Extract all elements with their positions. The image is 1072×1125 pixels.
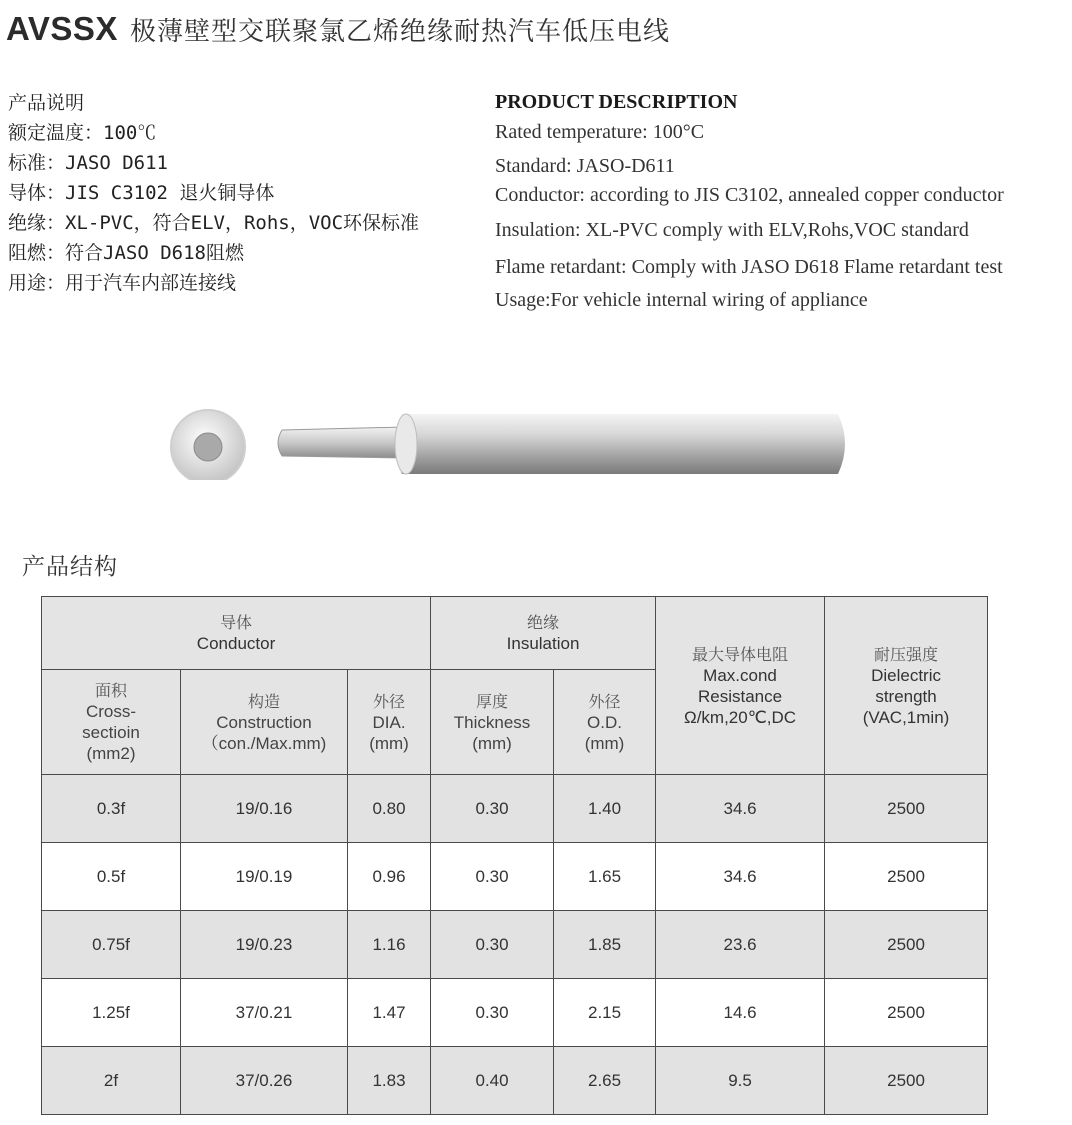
header-cross-section xyxy=(42,670,181,775)
cn-desc-line: 用途：用于汽车内部连接线 xyxy=(8,272,237,294)
cell-od: 2.65 xyxy=(554,1047,656,1115)
header-construction-en: Construction xyxy=(216,712,312,732)
en-desc-line: Flame retardant: Comply with JASO D618 Flame retardant test xyxy=(495,256,1003,278)
header-thickness-en: Thickness xyxy=(453,712,531,732)
en-desc-line: Rated temperature: 100°C xyxy=(495,121,705,143)
header-dielectric-unit: (VAC,1min) xyxy=(862,707,950,727)
cell-dia: 1.47 xyxy=(348,979,431,1047)
cell-construction: 19/0.19 xyxy=(181,843,348,911)
cell-resistance: 34.6 xyxy=(656,843,825,911)
cable-cross-section xyxy=(171,410,245,480)
header-dia xyxy=(348,670,431,775)
cn-desc-line: 额定温度：100℃ xyxy=(8,122,157,144)
header-cross-section-en: sectioin xyxy=(82,723,140,742)
cell-od: 2.15 xyxy=(554,979,656,1047)
cell-construction: 19/0.16 xyxy=(181,775,348,843)
cell-cross-section: 0.3f xyxy=(42,775,181,843)
table-row xyxy=(42,911,988,979)
cell-cross-section: 0.75f xyxy=(42,911,181,979)
cell-dielectric: 2500 xyxy=(825,843,988,911)
header-od-unit: (mm) xyxy=(584,733,625,753)
header-thickness xyxy=(431,670,554,775)
page-title xyxy=(6,10,670,54)
cell-construction: 19/0.23 xyxy=(181,911,348,979)
cable-image xyxy=(150,330,862,480)
en-desc-heading: PRODUCT DESCRIPTION xyxy=(495,91,738,113)
header-resistance-en: Max.cond xyxy=(703,665,777,685)
header-dia-unit: (mm) xyxy=(369,733,409,753)
chinese-description xyxy=(8,88,478,298)
cell-thickness: 0.30 xyxy=(431,775,554,843)
cell-dia: 0.80 xyxy=(348,775,431,843)
cell-dielectric: 2500 xyxy=(825,911,988,979)
cell-dielectric: 2500 xyxy=(825,775,988,843)
header-dielectric-en: strength xyxy=(875,686,937,706)
cell-thickness: 0.30 xyxy=(431,979,554,1047)
cell-resistance: 23.6 xyxy=(656,911,825,979)
table-row xyxy=(42,1047,988,1115)
cell-dielectric: 2500 xyxy=(825,979,988,1047)
section-title: 产品结构 xyxy=(22,554,118,580)
product-model: AVSSX xyxy=(6,10,118,47)
header-construction-unit: （con./Max.mm) xyxy=(201,733,327,753)
header-cross-section-cn: 面积 xyxy=(94,681,127,700)
table-row xyxy=(42,775,988,843)
table-row xyxy=(42,843,988,911)
en-desc-line: Usage:For vehicle internal wiring of appliance xyxy=(495,289,868,311)
header-thickness-cn: 厚度 xyxy=(476,691,509,711)
en-desc-line: Conductor: according to JIS C3102, annealed copper conductor xyxy=(495,184,1004,206)
cable-illustration xyxy=(150,330,862,480)
cn-desc-line: 标准：JASO D611 xyxy=(8,152,168,174)
product-name-chinese: 极薄壁型交联聚氯乙烯绝缘耐热汽车低压电线 xyxy=(129,17,670,47)
header-cross-section-unit: (mm2) xyxy=(86,744,136,763)
cell-thickness: 0.40 xyxy=(431,1047,554,1115)
cell-dia: 1.16 xyxy=(348,911,431,979)
header-conductor-en: Conductor xyxy=(196,634,276,653)
product-structure-table xyxy=(41,596,988,1115)
header-resistance-unit: Ω/km,20℃,DC xyxy=(683,707,797,727)
en-desc-line: Insulation: XL-PVC comply with ELV,Rohs,VOC standard xyxy=(495,219,969,241)
cn-desc-heading: 产品说明 xyxy=(8,92,85,114)
header-insulation-en: Insulation xyxy=(506,634,580,653)
header-conductor-cn: 导体 xyxy=(220,613,253,632)
cell-od: 1.40 xyxy=(554,775,656,843)
table-row xyxy=(42,979,988,1047)
cell-construction: 37/0.21 xyxy=(181,979,348,1047)
cell-thickness: 0.30 xyxy=(431,843,554,911)
header-thickness-unit: (mm) xyxy=(472,733,512,753)
english-description xyxy=(495,88,1065,311)
cell-od: 1.85 xyxy=(554,911,656,979)
cell-thickness: 0.30 xyxy=(431,911,554,979)
header-cross-section-en: Cross- xyxy=(85,702,137,721)
cell-resistance: 14.6 xyxy=(656,979,825,1047)
cell-cross-section: 1.25f xyxy=(42,979,181,1047)
cell-resistance: 34.6 xyxy=(656,775,825,843)
header-dielectric xyxy=(825,597,988,775)
cn-desc-line: 绝缘：XL-PVC，符合ELV，Rohs，VOC环保标准 xyxy=(8,212,420,234)
header-dia-en: DIA. xyxy=(372,712,406,732)
cell-cross-section: 0.5f xyxy=(42,843,181,911)
header-od xyxy=(554,670,656,775)
header-dielectric-en: Dielectric xyxy=(871,665,941,685)
header-resistance-en: Resistance xyxy=(697,686,783,706)
cell-cross-section: 2f xyxy=(42,1047,181,1115)
header-resistance-cn: 最大导体电阻 xyxy=(692,644,789,664)
cell-dia: 1.83 xyxy=(348,1047,431,1115)
en-desc-line: Standard: JASO-D611 xyxy=(495,155,675,177)
header-od-en: O.D. xyxy=(587,712,622,732)
cell-construction: 37/0.26 xyxy=(181,1047,348,1115)
header-insulation-cn: 绝缘 xyxy=(527,613,560,632)
cell-dia: 0.96 xyxy=(348,843,431,911)
cn-desc-line: 导体：JIS C3102 退火铜导体 xyxy=(8,182,275,204)
header-construction xyxy=(181,670,348,775)
header-insulation xyxy=(431,597,656,670)
cable-side-view xyxy=(278,414,845,474)
header-resistance xyxy=(656,597,825,775)
cell-od: 1.65 xyxy=(554,843,656,911)
cell-resistance: 9.5 xyxy=(656,1047,825,1115)
header-od-cn: 外径 xyxy=(588,691,621,711)
header-dielectric-cn: 耐压强度 xyxy=(874,644,939,664)
table-header-row xyxy=(42,597,988,670)
cn-desc-line: 阻燃：符合JASO D618阻燃 xyxy=(8,242,244,264)
cell-dielectric: 2500 xyxy=(825,1047,988,1115)
header-conductor xyxy=(42,597,431,670)
header-construction-cn: 构造 xyxy=(247,691,280,711)
header-dia-cn: 外径 xyxy=(373,691,406,711)
